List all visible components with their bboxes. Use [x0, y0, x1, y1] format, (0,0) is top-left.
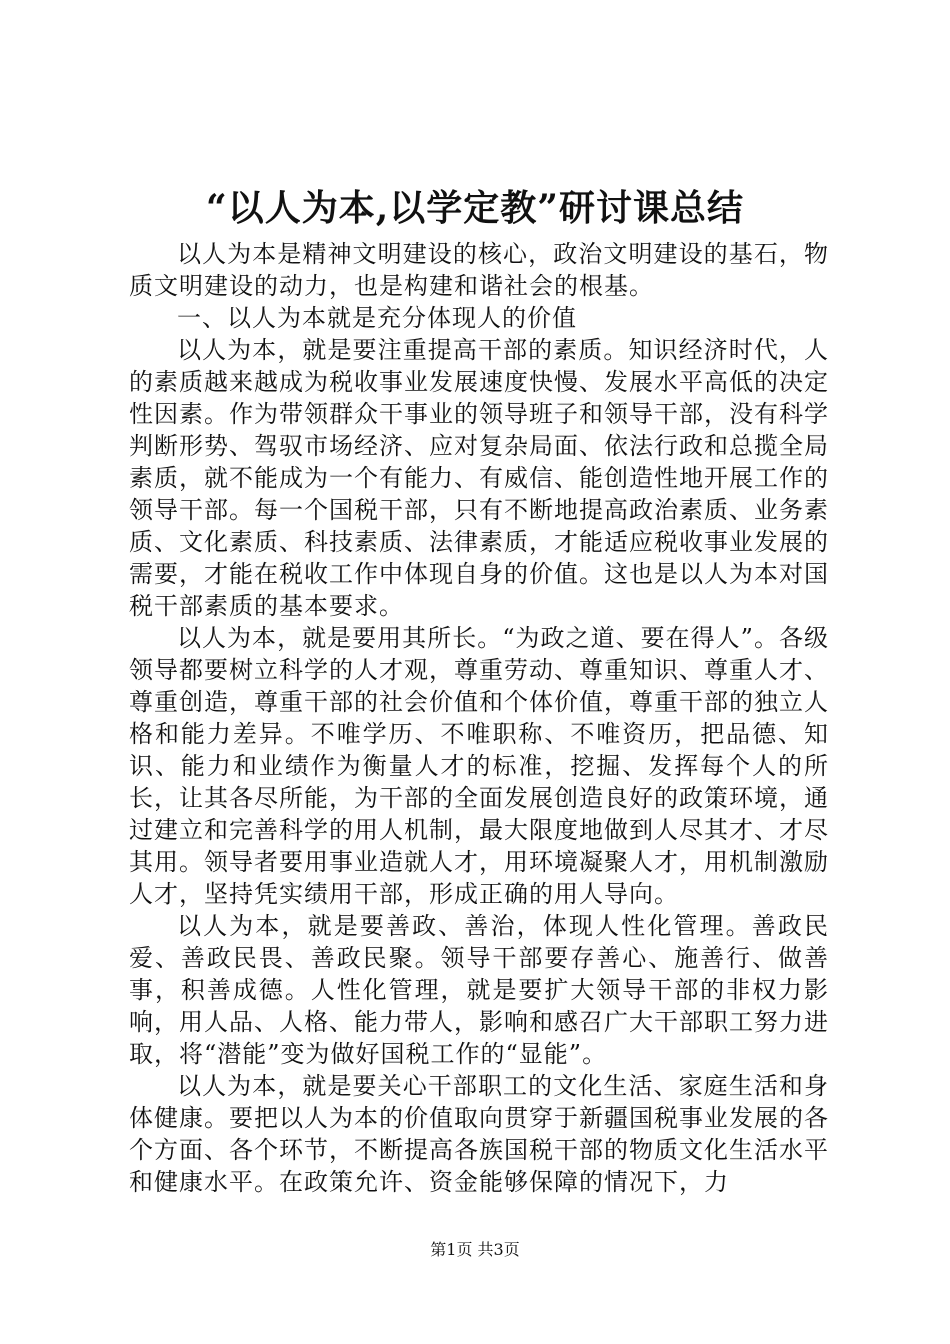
page-number-footer: 第1页 共3页: [430, 1240, 520, 1259]
paragraph-quality: 以人为本，就是要注重提高干部的素质。知识经济时代，人的素质越来越成为税收事业发展速度快慢、发展水平高低的决定性因素。作为带领群众干事业的领导班子和领导干部，没有科学判断形势、驾驭市场经济、应对复杂局面、依法行政和总揽全局素质，就不能成为一个有能力、有威信、能创造性地开展工作的领导干部。每一个国税干部，只有不断地提高政治素质、业务素质、文化素质、科技素质、法律素质，才能适应税收事业发展的需要，才能在税收工作中体现自身的价值。这也是以人为本对国税干部素质的基本要求。: [129, 336, 829, 620]
paragraph-intro: 以人为本是精神文明建设的核心，政治文明建设的基石，物质文明建设的动力，也是构建和谐社会的根基。: [129, 240, 829, 300]
document-title: “以人为本,以学定教”研讨课总结: [206, 187, 744, 229]
document-body: [129, 238, 829, 1198]
paragraph-care: 以人为本，就是要关心干部职工的文化生活、家庭生活和身体健康。要把以人为本的价值取向贯穿于新疆国税事业发展的各个方面、各个环节，不断提高各族国税干部的物质文化生活水平和健康水平。在政策允许、资金能够保障的情况下，力: [129, 1072, 829, 1196]
paragraph-talent: 以人为本，就是要用其所长。“为政之道、要在得人”。各级领导都要树立科学的人才观，尊重劳动、尊重知识、尊重人才、尊重创造，尊重干部的社会价值和个体价值，尊重干部的独立人格和能力差异。不唯学历、不唯职称、不唯资历，把品德、知识、能力和业绩作为衡量人才的标准，挖掘、发挥每个人的所长，让其各尽所能，为干部的全面发展创造良好的政策环境，通过建立和完善科学的用人机制，最大限度地做到人尽其才、才尽其用。领导者要用事业造就人才，用环境凝聚人才，用机制激励人才，坚持凭实绩用干部，形成正确的用人导向。: [129, 624, 829, 908]
section-heading: 一、以人为本就是充分体现人的价值: [177, 304, 577, 332]
paragraph-governance: 以人为本，就是要善政、善治，体现人性化管理。善政民爱、善政民畏、善政民聚。领导干部要存善心、施善行、做善事，积善成德。人性化管理，就是要扩大领导干部的非权力影响，用人品、人格、能力带人，影响和感召广大干部职工努力进取，将“潜能”变为做好国税工作的“显能”。: [129, 912, 829, 1068]
